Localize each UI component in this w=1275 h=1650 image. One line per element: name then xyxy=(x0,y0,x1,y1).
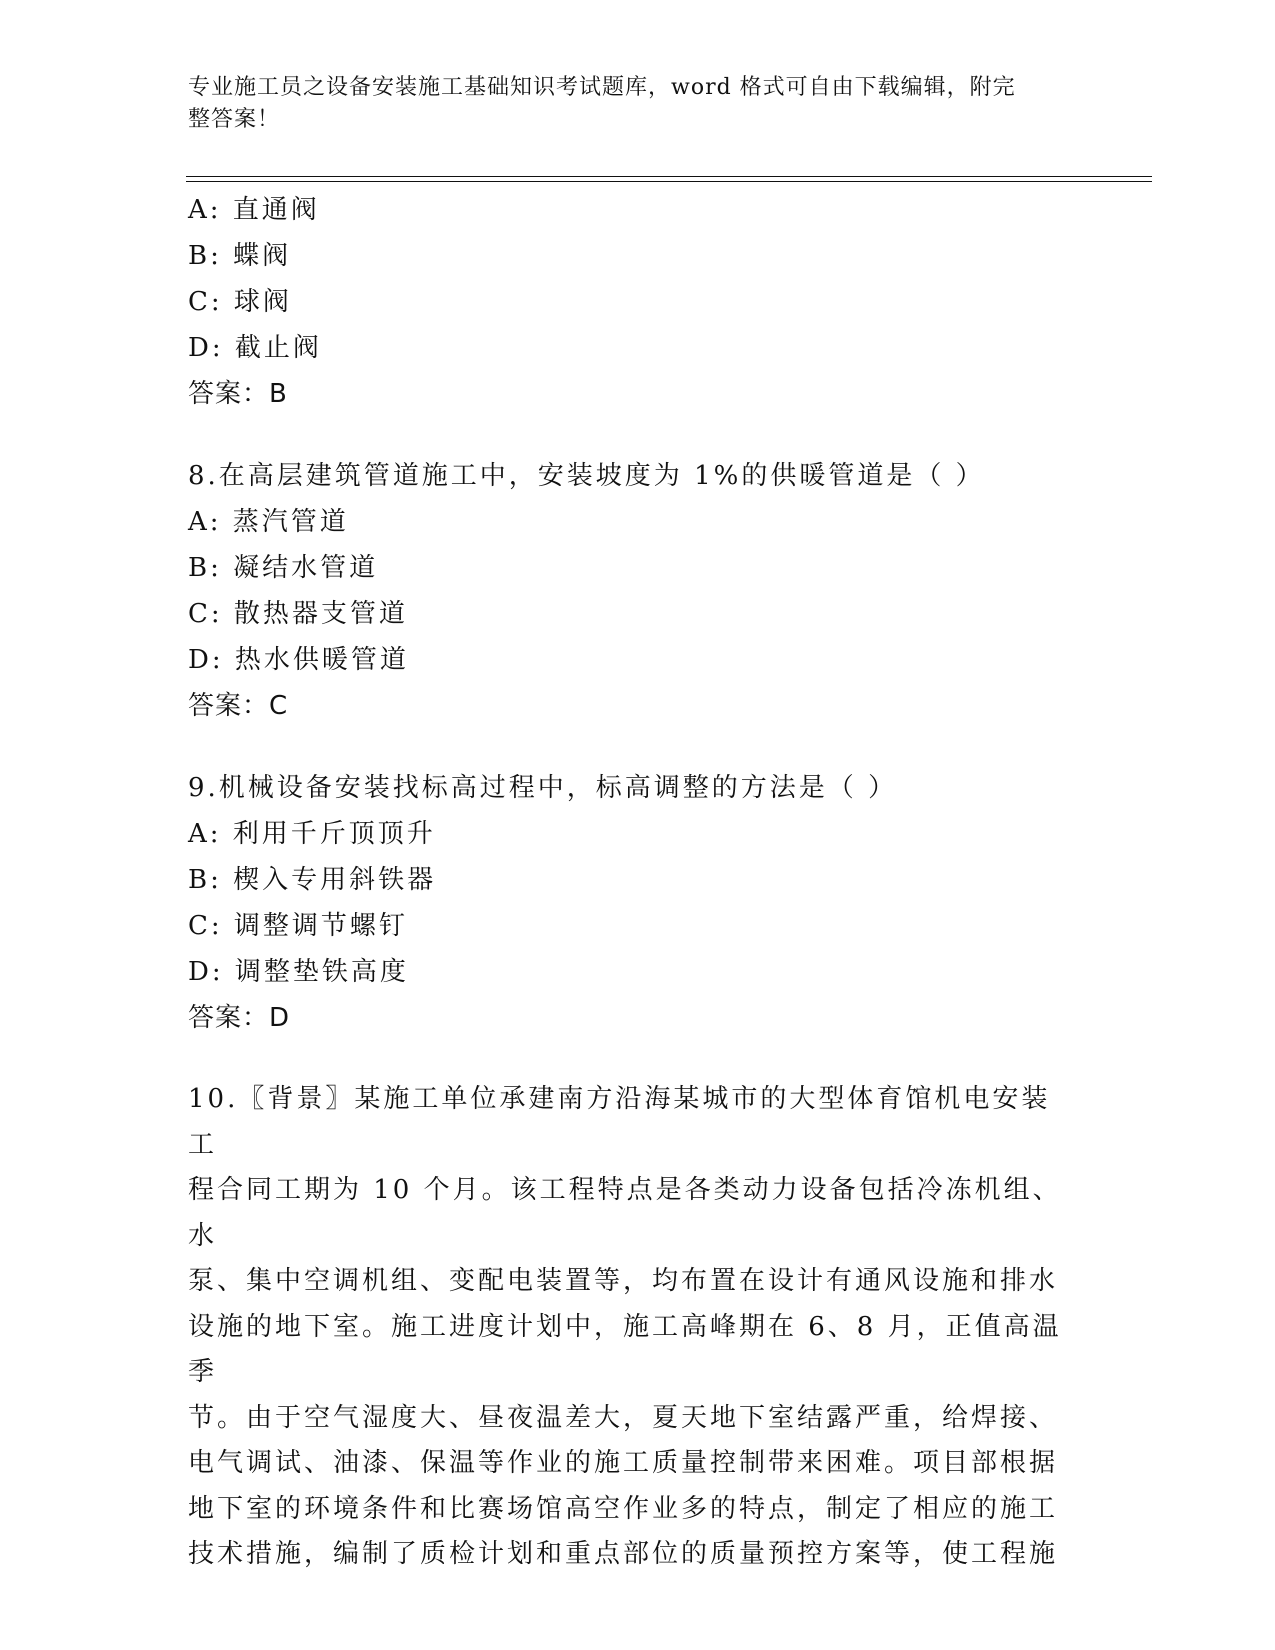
option-d: D: 截止阀 xyxy=(188,333,322,363)
option-d: D: 调整垫铁高度 xyxy=(188,957,409,987)
option-a: A: 蒸汽管道 xyxy=(188,507,349,537)
question-list xyxy=(188,187,1088,1578)
spacer xyxy=(188,729,1088,765)
question-9-block xyxy=(188,765,1088,1041)
option-a: A: 利用千斤顶顶升 xyxy=(188,819,436,849)
option-a: A: 直通阀 xyxy=(188,195,320,225)
option-b: B: 凝结水管道 xyxy=(188,553,379,583)
paragraph-line: 节。由于空气湿度大、昼夜温差大，夏天地下室结露严重，给焊接、 xyxy=(188,1402,1059,1433)
header-divider-top xyxy=(186,176,1152,177)
paragraph-line: 电气调试、油漆、保温等作业的施工质量控制带来困难。项目部根据 xyxy=(188,1448,1059,1478)
option-c: C: 散热器支管道 xyxy=(188,599,408,629)
header-line-1: 专业施工员之设备安装施工基础知识考试题库，word 格式可自由下载编辑，附完 xyxy=(188,75,1016,100)
paragraph-line: 程合同工期为 10 个月。该工程特点是各类动力设备包括冷冻机组、水 xyxy=(188,1175,1062,1251)
question-8-block xyxy=(188,453,1088,729)
paragraph-line: 地下室的环境条件和比赛场馆高空作业多的特点，制定了相应的施工 xyxy=(188,1493,1059,1524)
option-b: B: 蝶阀 xyxy=(188,241,292,271)
spacer xyxy=(188,1041,1088,1077)
header-line-2: 整答案！ xyxy=(188,107,281,132)
paragraph-line: 泵、集中空调机组、变配电装置等，均布置在设计有通风设施和排水 xyxy=(188,1266,1059,1296)
page-header xyxy=(188,72,1068,136)
paragraph-line: 技术措施，编制了质检计划和重点部位的质量预控方案等，使工程施 xyxy=(188,1539,1059,1569)
option-c: C: 调整调节螺钉 xyxy=(188,911,408,941)
spacer xyxy=(188,417,1088,453)
answer-text: 答案：C xyxy=(188,691,289,721)
question-7-block xyxy=(188,187,1088,417)
header-divider-bottom xyxy=(186,181,1152,182)
option-b: B: 楔入专用斜铁器 xyxy=(188,865,437,895)
paragraph-line: 10.〖背景〗某施工单位承建南方沿海某城市的大型体育馆机电安装工 xyxy=(188,1084,1051,1160)
paragraph-line: 设施的地下室。施工进度计划中，施工高峰期在 6、8 月，正值高温季 xyxy=(188,1311,1062,1387)
question-text: 9.机械设备安装找标高过程中，标高调整的方法是（ ） xyxy=(188,773,898,803)
option-c: C: 球阀 xyxy=(188,287,292,317)
question-10-block xyxy=(188,1077,1078,1578)
option-d: D: 热水供暖管道 xyxy=(188,645,409,675)
answer-text: 答案：D xyxy=(188,1003,291,1033)
question-text: 8.在高层建筑管道施工中，安装坡度为 1%的供暖管道是（ ） xyxy=(188,461,985,491)
answer-text: 答案：B xyxy=(188,379,288,409)
